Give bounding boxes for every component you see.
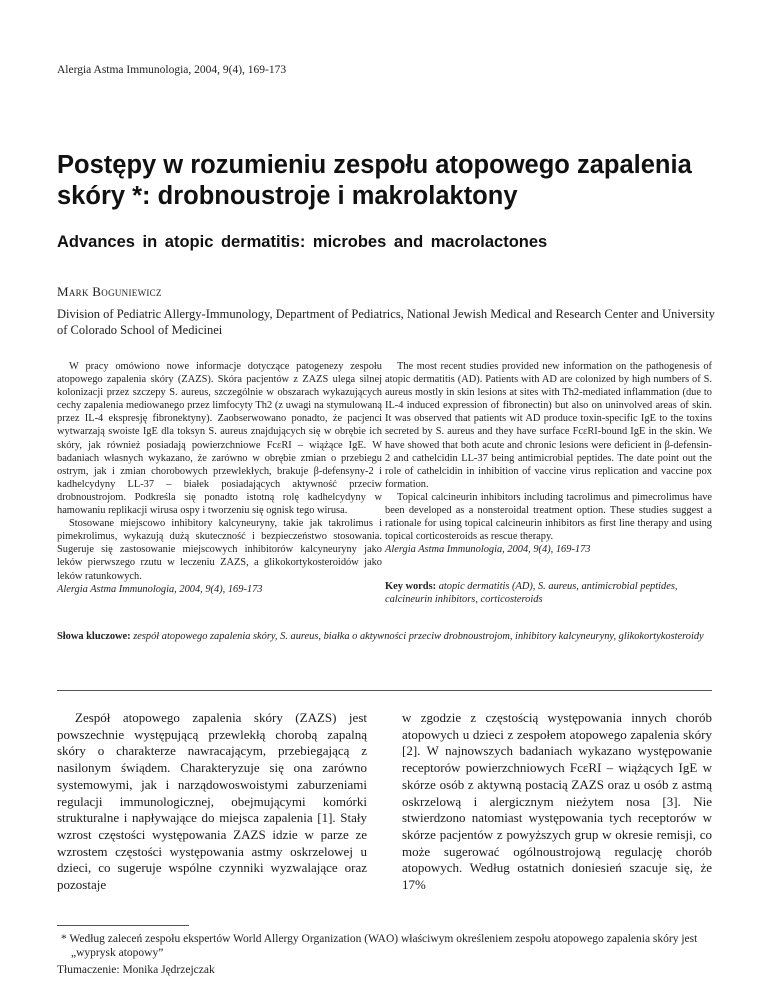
journal-header: Alergia Astma Immunologia, 2004, 9(4), 169-173	[57, 64, 287, 76]
article-title-polish: Postępy w rozumieniu zespołu atopowego zapalenia skóry *: drobnoustroje i makrolaktony	[57, 151, 692, 210]
abstract-polish	[57, 360, 382, 596]
abstract-polish-paragraph-1: W pracy omówiono nowe informacje dotyczące patogenezy zespołu atopowego zapalenia skóry (ZAZS). Skóra pacjentów z ZAZS ulega silnej kolonizacji przez szczepy S. aureus, szczególnie w obszarach wykazujących cechy zapalenia mediowanego przez limfocyty Th2 (z uwagi na stymulowaną przez IL-4 ekspresję fibronektyny). Zaobserwowano ponadto, że pacjenci wytwarzają swoiste IgE dla toksyn S. aureus znajdujących się w obrębie ich skóry, jak również posiadają powierzchniowe FcεRI – wiążące IgE. W badaniach własnych wykazano, że zarówno w obrębie zmian o przebiegu ostrym, jak i zmian chorobowych przewlekłych, brakuje β-defensyny-2 i kadhelcydyny LL-37 – białek posiadających aktywność przeciw drobnoustrojom. Podkreśla się ponadto istotną rolę kadhelcydyny w hamowaniu replikacji wirusa ospy i tworzeniu się ognisk tego wirusa.	[57, 361, 382, 517]
body-paragraph-left: Zespół atopowego zapalenia skóry (ZAZS) jest powszechnie występującą przewlekłą chorobą zapalną skóry o charakterze nawracającym, przebiegającą z nasilonym świądem. Charakteryzuje się ona zarówno systemowymi, jak i narządowoswoistymi zaburzeniami regulacji immunologicznej, obejmującymi komórki strukturalne i napływające do miejsca zapalenia [1]. Stały wzrost częstości występowania ZAZS idzie w parze ze wzrostem częstości występowania astmy oskrzelowej u dzieci, co sugeruje wspólne czynniki wyzwalające oraz pozostaje	[57, 710, 367, 893]
keywords-english	[385, 580, 712, 606]
author-affiliation: Division of Pediatric Allergy-Immunology, Department of Pediatrics, National Jewish Medical and Research Center and University of Colorado School of Medicinei	[57, 307, 715, 337]
author-name: Mark Boguniewicz	[57, 284, 162, 299]
keywords-english-label: Key words:	[385, 581, 437, 592]
footnote-divider	[57, 925, 189, 926]
abstract-english	[385, 360, 712, 556]
body-paragraph-right: w zgodzie z częstością występowania innych chorób atopowych u dzieci z zespołem atopowego zapalenia skóry [2]. W najnowszych badaniach wykazano występowanie receptorów powierzchniowych FcεRI – wiążących IgE w skórze osób z aktywną postacią ZAZS oraz u osób z astmą oskrzelową i alergicznym nieżytem nosa [3]. Nie stwierdzono natomiast występowania tych receptorów w skórze pacjentów z powyższych grup w okresie remisji, co może sugerować ogólnoustrojową regulację chorób atopowych. Według ostatnich doniesień szacuje się, że 17%	[402, 710, 712, 893]
abstract-polish-citation: Alergia Astma Immunologia, 2004, 9(4), 169-173	[57, 583, 263, 595]
section-divider	[57, 690, 712, 691]
footnote-text: * Według zaleceń zespołu ekspertów World Allergy Organization (WAO) właściwym określeniem zespołu atopowego zapalenia skóry jest „wyprysk atopowy”	[61, 933, 698, 959]
keywords-polish-text: zespół atopowego zapalenia skóry, S. aureus, białka o aktywności przeciw drobnoustrojom, inhibitory kalcyneuryny, glikokortykosteroidy	[133, 631, 704, 642]
abstract-english-paragraph-2: Topical calcineurin inhibitors including tacrolimus and pimecrolimus have been developed as a nonsteroidal treatment option. These studies suggest a rationale for using topical calcineurin inhibitors as first line therapy and using topical corticosteroids as rescue therapy.	[385, 491, 712, 543]
article-title-english: Advances in atopic dermatitis: microbes and macrolactones	[57, 233, 548, 251]
body-column-right	[402, 710, 712, 894]
abstract-english-citation: Alergia Astma Immunologia, 2004, 9(4), 169-173	[385, 544, 591, 556]
footnote	[57, 932, 712, 977]
abstract-english-paragraph-1: The most recent studies provided new information on the pathogenesis of atopic dermatitis (AD). Patients with AD are colonized by high numbers of S. aureus mostly in skin lesions at sites with Th2-mediated inflammation (due to IL-4 induced expression of fibronectin) but also on uninvolved areas of skin. It was observed that patients wit AD produce toxin-specific IgE to the toxins secreted by S. aureus and they have surface FcεRI-bound IgE in the skin. We have showed that both acute and chronic lesions were deficient in β-defensin-2 and cathelcidin LL-37 being antimicrobial peptides. The date point out the role of cathelcidin in inhibition of vaccine virus replication and vaccine pox formation.	[385, 361, 712, 490]
keywords-polish	[57, 630, 712, 643]
abstract-polish-paragraph-2: Stosowane miejscowo inhibitory kalcyneuryny, takie jak takrolimus i pimekrolimus, wykazują dużą skuteczność i bezpieczeństwo stosowania. Sugeruje się zastosowanie miejscowych inhibitorów kalcyneuryny jako leków pierwszego rzutu w leczeniu ZAZS, a glikokortykosteroidów jako leków ratunkowych.	[57, 518, 382, 582]
body-column-left	[57, 710, 367, 894]
keywords-english-text: atopic dermatitis (AD), S. aureus, antimicrobial peptides, calcineurin inhibitors, corticosteroids	[385, 581, 678, 606]
translator-credit: Tłumaczenie: Monika Jędrzejczak	[57, 964, 215, 976]
keywords-polish-label: Słowa kluczowe:	[57, 631, 131, 642]
